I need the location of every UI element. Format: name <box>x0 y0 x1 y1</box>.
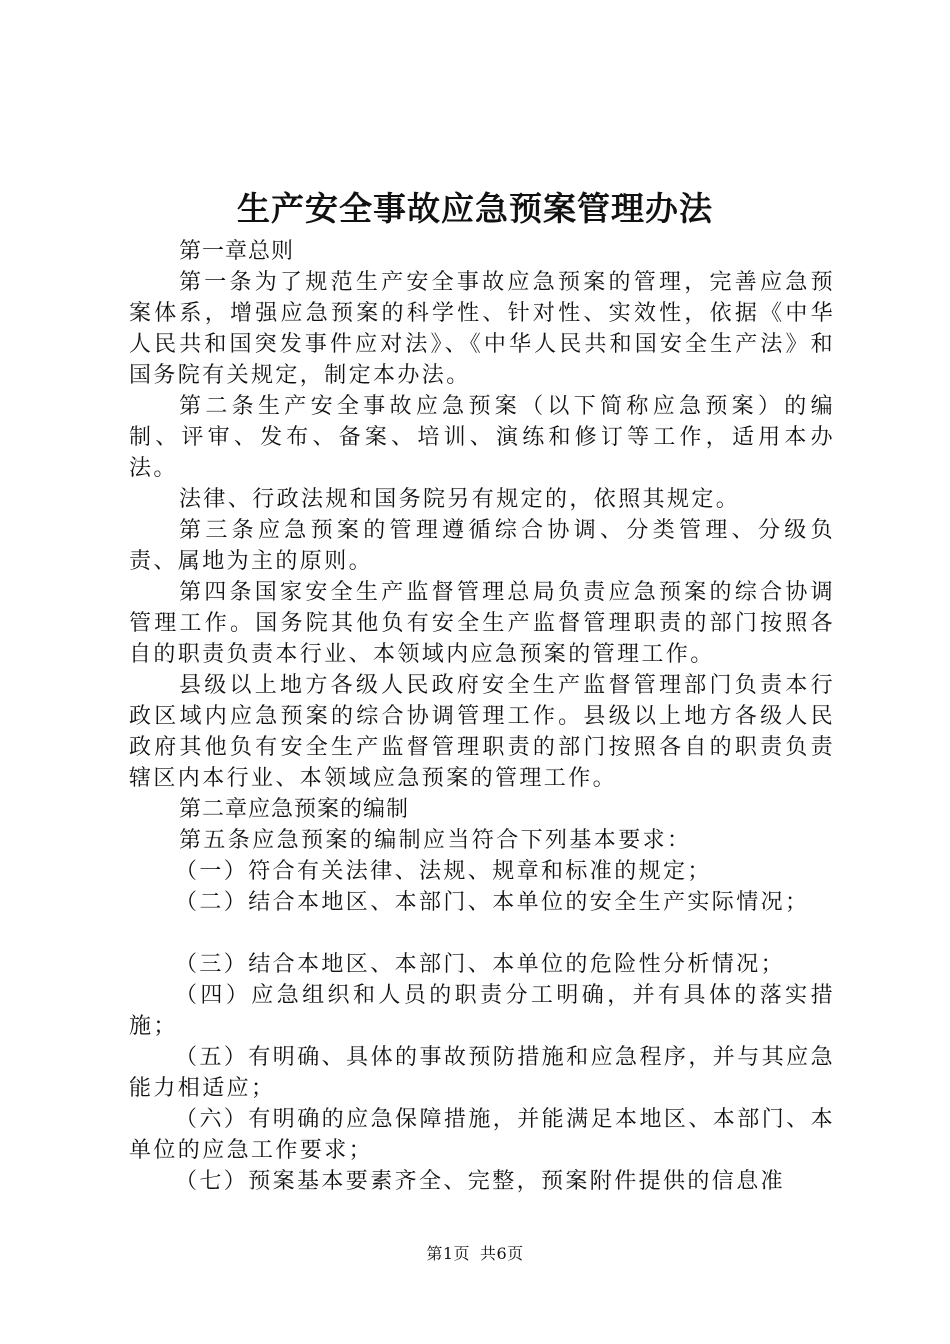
article-paragraph: 第一条为了规范生产安全事故应急预案的管理，完善应急预案体系，增强应急预案的科学性、针对性、实效性，依据《中华人民共和国突发事件应对法》、《中华人民共和国安全生产法》和国务院有关规定，制定本办法。 <box>129 270 835 388</box>
article-paragraph: 法律、行政法规和国务院另有规定的，依照其规定。 <box>179 487 741 512</box>
document-body <box>129 236 835 1197</box>
chapter-heading: 第一章总则 <box>179 239 295 264</box>
list-item: （三）结合本地区、本部门、本单位的危险性分析情况； <box>175 952 786 977</box>
page-footer <box>0 1243 950 1265</box>
page-total: 共6页 <box>480 1244 524 1263</box>
blank-line <box>129 918 835 949</box>
article-paragraph: 第四条国家安全生产监督管理总局负责应急预案的综合协调管理工作。国务院其他负有安全生产监督管理职责的部门按照各自的职责负责本行业、本领域内应急预案的管理工作。 <box>129 580 835 667</box>
list-item: （四）应急组织和人员的职责分工明确，并有具体的落实措施； <box>129 983 835 1039</box>
list-item: （一）符合有关法律、法规、规章和标准的规定； <box>175 859 712 884</box>
list-item: （二）结合本地区、本部门、本单位的安全生产实际情况； <box>175 890 810 915</box>
list-item: （七）预案基本要素齐全、完整，预案附件提供的信息准 <box>175 1169 786 1194</box>
list-item: （五）有明确、具体的事故预防措施和应急程序，并与其应急能力相适应； <box>129 1045 835 1101</box>
article-paragraph: 县级以上地方各级人民政府安全生产监督管理部门负责本行政区域内应急预案的综合协调管理工作。县级以上地方各级人民政府其他负有安全生产监督管理职责的部门按照各自的职责负责辖区内本行业、本领域应急预案的管理工作。 <box>129 673 835 791</box>
list-item: （六）有明确的应急保障措施，并能满足本地区、本部门、本单位的应急工作要求； <box>129 1107 835 1163</box>
document-title: 生产安全事故应急预案管理办法 <box>237 189 713 228</box>
article-paragraph: 第五条应急预案的编制应当符合下列基本要求： <box>179 828 692 853</box>
article-paragraph: 第二条生产安全事故应急预案（以下简称应急预案）的编制、评审、发布、备案、培训、演练和修订等工作，适用本办法。 <box>129 394 835 481</box>
page-number: 第1页 <box>426 1244 470 1263</box>
article-paragraph: 第三条应急预案的管理遵循综合协调、分类管理、分级负责、属地为主的原则。 <box>129 518 835 574</box>
chapter-heading: 第二章应急预案的编制 <box>179 797 410 822</box>
